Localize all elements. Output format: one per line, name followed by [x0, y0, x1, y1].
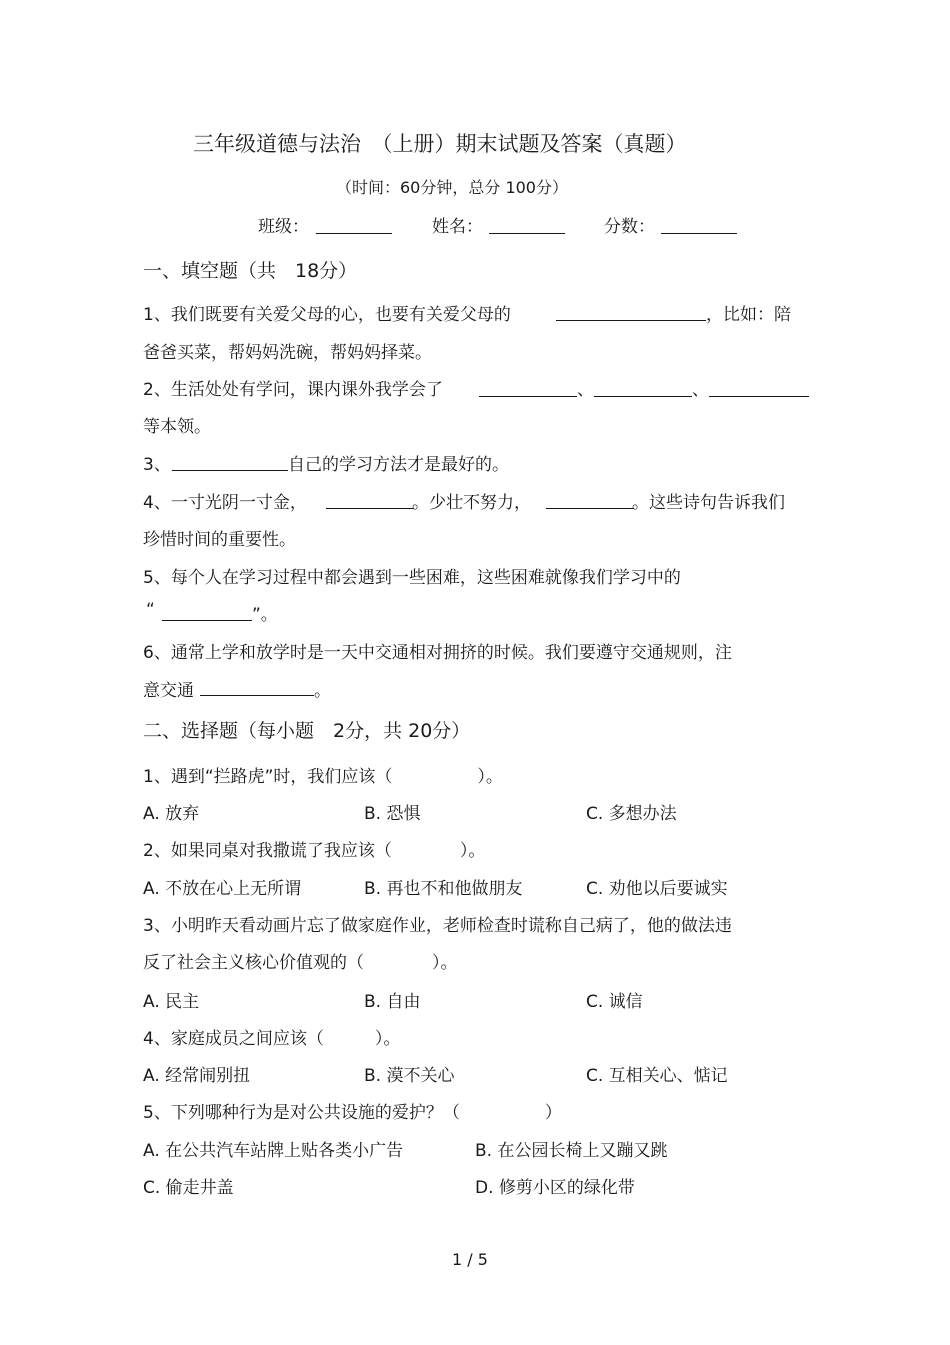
section2-heading: 二、选择题（每小题 2分，共 20分）	[143, 720, 471, 742]
s2-q2-option-b[interactable]: B. 再也不和他做朋友	[364, 879, 523, 899]
s1-q2-sep2: 、	[692, 380, 709, 400]
s1-q2-blank-3[interactable]	[709, 396, 809, 397]
s2-q2-stem: 2、如果同桌对我撒谎了我应该（ ）。	[143, 841, 486, 861]
s1-q1-blank[interactable]	[556, 320, 706, 321]
name-label: 姓名：	[432, 217, 483, 237]
s2-q1-option-b[interactable]: B. 恐惧	[364, 804, 421, 824]
score-blank[interactable]	[661, 233, 737, 234]
s1-q1-text-b: ，比如：陪	[706, 305, 791, 325]
s1-q6-text: 6、通常上学和放学时是一天中交通相对拥挤的时候。我们要遵守交通规则，注	[143, 643, 732, 663]
s1-q4-blank-2[interactable]	[546, 508, 634, 509]
s1-q2-blank-1[interactable]	[479, 396, 577, 397]
s1-q3-text: 自己的学习方法才是最好的。	[288, 455, 509, 475]
s2-q1-option-a[interactable]: A. 放弃	[143, 804, 200, 824]
s2-q5-option-a[interactable]: A. 在公共汽车站牌上贴各类小广告	[143, 1141, 404, 1161]
s1-q2-blank-2[interactable]	[594, 396, 692, 397]
page-title: 三年级道德与法治 （上册）期末试题及答案（真题）	[193, 132, 687, 156]
s1-q6-text-b: 意交通	[143, 681, 194, 701]
s1-q3-blank[interactable]	[172, 470, 288, 471]
s1-q4-text: 4、一寸光阴一寸金，	[143, 493, 307, 513]
s1-q2-sep1: 、	[577, 380, 594, 400]
s2-q2-option-c[interactable]: C. 劝他以后要诚实	[586, 879, 728, 899]
class-blank[interactable]	[316, 233, 392, 234]
class-label: 班级：	[258, 217, 309, 237]
s1-q1-text-c: 爸爸买菜，帮妈妈洗碗，帮妈妈择菜。	[143, 343, 432, 363]
s2-q5-option-b[interactable]: B. 在公园长椅上又蹦又跳	[475, 1141, 668, 1161]
s2-q4-option-b[interactable]: B. 漠不关心	[364, 1066, 455, 1086]
s2-q5-option-c[interactable]: C. 偷走井盖	[143, 1178, 234, 1198]
s2-q4-option-a[interactable]: A. 经常闹别扭	[143, 1066, 251, 1086]
s1-q2-text-c: 等本领。	[143, 417, 211, 437]
s1-q5-text: 5、每个人在学习过程中都会遇到一些困难，这些困难就像我们学习中的	[143, 568, 681, 588]
s1-q4-text-b: 。少壮不努力，	[412, 493, 531, 513]
s2-q4-option-c[interactable]: C. 互相关心、惦记	[586, 1066, 728, 1086]
s1-q6-text-c: 。	[314, 681, 331, 701]
s1-q5-close-quote: ”。	[252, 605, 278, 625]
s2-q3-option-c[interactable]: C. 诚信	[586, 992, 643, 1012]
s2-q4-stem: 4、家庭成员之间应该（ ）。	[143, 1029, 401, 1049]
s1-q4-blank-1[interactable]	[326, 508, 414, 509]
s1-q5-open-quote: “	[146, 600, 155, 620]
s1-q4-text-c: 。这些诗句告诉我们	[632, 493, 785, 513]
s2-q3-stem-b: 反了社会主义核心价值观的（ ）。	[143, 953, 458, 973]
score-label: 分数：	[604, 217, 655, 237]
s1-q3-num: 3、	[143, 455, 171, 475]
name-blank[interactable]	[489, 233, 565, 234]
s1-q5-blank[interactable]	[162, 620, 252, 621]
s2-q2-option-a[interactable]: A. 不放在心上无所谓	[143, 879, 302, 899]
s2-q5-stem: 5、下列哪种行为是对公共设施的爱护？（ ）	[143, 1103, 562, 1123]
s1-q1-text: 1、我们既要有关爱父母的心，也要有关爱父母的	[143, 305, 511, 325]
page-number: 1 / 5	[452, 1250, 488, 1269]
s1-q2-text: 2、生活处处有学问，课内课外我学会了	[143, 380, 443, 400]
s2-q5-option-d[interactable]: D. 修剪小区的绿化带	[475, 1178, 635, 1198]
s1-q6-blank[interactable]	[200, 695, 314, 696]
s1-q4-text-d: 珍惜时间的重要性。	[143, 530, 296, 550]
s2-q1-stem: 1、遇到“拦路虎”时，我们应该（ ）。	[143, 767, 503, 787]
section1-heading: 一、填空题（共 18分）	[143, 260, 358, 282]
time-info: （时间：60分钟，总分 100分）	[336, 178, 568, 197]
s2-q3-option-a[interactable]: A. 民主	[143, 992, 200, 1012]
s2-q3-option-b[interactable]: B. 自由	[364, 992, 421, 1012]
s2-q1-option-c[interactable]: C. 多想办法	[586, 804, 677, 824]
s2-q3-stem: 3、小明昨天看动画片忘了做家庭作业，老师检查时谎称自己病了，他的做法违	[143, 916, 732, 936]
